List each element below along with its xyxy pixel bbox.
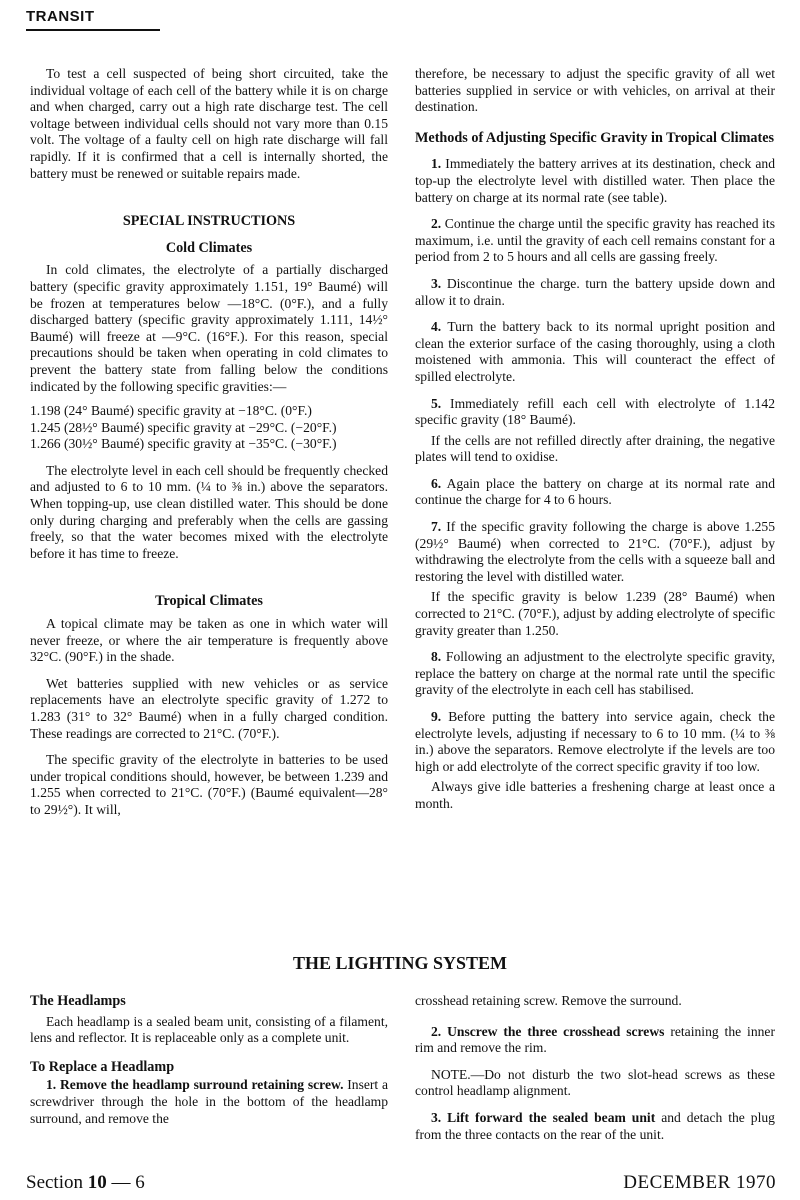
replace-headlamp-heading: To Replace a Headlamp bbox=[30, 1058, 175, 1075]
method-step-9: 9. Before putting the battery into service again, check the electrolyte levels, adjusting if necessary to 6 to 10 mm. (¼ to ⅜ in.) above the separators. Remove electrolyte if the levels are too high or add electrolyte of the correct specific gravity if too low. bbox=[415, 709, 775, 774]
method-step-4: 4. Turn the battery back to its normal upright position and clean the exterior surface of the casing thoroughly, using a cloth moistened with ammonia. This will counteract the effect of spilled electrolyte. bbox=[415, 319, 776, 384]
footer-section bbox=[26, 1172, 145, 1194]
footer-section-number: 10 bbox=[87, 1172, 107, 1193]
cold-climates-heading: Cold Climates bbox=[165, 239, 253, 256]
cold-climates-paragraph: In cold climates, the electrolyte of a partially discharged battery (specific gravity approximately 1.151, 19° Baumé) will be frozen at temperatures below —18°C. (0°F.), and a fully discharged battery (specific gravity approximately 1.111, 14½° Baumé) will freeze at —9°C. (16°F.). For this reason, special precautions should be taken when operating in cold climates to prevent the battery state from falling below the conditions indicated by the following specific gravities:— bbox=[30, 262, 388, 394]
gravity-item: 1.245 (28½° Baumé) specific gravity at −29°C. (−20°F.) bbox=[30, 419, 337, 435]
lighting-system-title: THE LIGHTING SYSTEM bbox=[292, 953, 508, 973]
step7-note: If the specific gravity is below 1.239 (28° Baumé) when corrected to 21°C. (70°F.), adjust by adding electrolyte of specific gravity greater than 1.250. bbox=[415, 589, 775, 638]
methods-heading: Methods of Adjusting Specific Gravity in Tropical Climates bbox=[415, 129, 775, 146]
header-title: TRANSIT bbox=[26, 8, 95, 25]
lighting-left-column bbox=[30, 993, 388, 1137]
right-column bbox=[415, 66, 775, 823]
tropical-paragraph-2: Wet batteries supplied with new vehicles or as service replacements have an electrolyte specific gravity of 1.272 to 1.283 (31° to 32° Baumé) when in a fully charged condition. These readings are corrected to 21°C. (70°F.). bbox=[30, 675, 388, 741]
footer-page-suffix: — 6 bbox=[111, 1172, 145, 1193]
method-step-7: 7. If the specific gravity following the charge is above 1.255 (29½° Baumé) when corrected to 21°C. (70°F.), adjust by withdrawing the electrolyte from the cells with a squeeze ball and restoring the level with distilled water. bbox=[415, 519, 775, 584]
replace-step-2: 2. Unscrew the three crosshead screws retaining the inner rim and remove the rim. bbox=[415, 1023, 775, 1056]
method-step-1: 1. Immediately the battery arrives at its destination, check and top-up the electrolyte level with distilled water. Then place the battery on charge at its normal rate (see table). bbox=[415, 156, 776, 205]
footer-date: DECEMBER 1970 bbox=[623, 1172, 776, 1193]
tropical-climates-heading: Tropical Climates bbox=[155, 593, 263, 610]
gravity-list bbox=[30, 403, 388, 453]
tropical-paragraph-1: A topical climate may be taken as one in which water will never freeze, or where the air temperature is frequently above 32°C. (90°F.) in the shade. bbox=[30, 616, 388, 665]
method-step-2: 2. Continue the charge until the specific gravity has reached its maximum, i.e. until the gravity of each cell remains constant for a period from 2 to 5 hours and all cells are gassing freely. bbox=[415, 216, 775, 265]
headlamps-heading: The Headlamps bbox=[30, 993, 126, 1009]
footer-section-label: Section bbox=[26, 1172, 83, 1193]
final-paragraph: Always give idle batteries a freshening charge at least once a month. bbox=[415, 779, 775, 811]
tropical-paragraph-3: The specific gravity of the electrolyte in batteries to be used under tropical conditions should, however, be between 1.239 and 1.255 when corrected to 21°C. (70°F.) (Baumé equivalent—28° to 29½°). It will, bbox=[30, 752, 388, 817]
gravity-item: 1.266 (30½° Baumé) specific gravity at −35°C. (−30°F.) bbox=[30, 436, 337, 452]
continuation-paragraph: therefore, be necessary to adjust the specific gravity of all wet batteries supplied in service or with vehicles, on arrival at their destination. bbox=[415, 66, 775, 115]
special-instructions-heading: SPECIAL INSTRUCTIONS bbox=[122, 213, 296, 230]
short-circuit-paragraph: To test a cell suspected of being short circuited, take the individual voltage of each cell of the battery while it is on charge and when charged, carry out a high rate discharge test. The cell voltage between individual cells should not vary more than 0.15 volt. The voltage of a faulty cell on high rate discharge will fall rapidly. If it is confirmed that a cell is internally shorted, the battery must be renewed or suitable repairs made. bbox=[30, 66, 388, 181]
method-step-3: 3. Discontinue the charge. turn the battery upside down and allow it to drain. bbox=[415, 275, 775, 308]
alignment-note: NOTE.—Do not disturb the two slot-head screws as these control headlamp alignment. bbox=[415, 1066, 775, 1099]
replace-step-1: 1. Remove the headlamp surround retaining screw. Insert a screwdriver through the hole in the bottom of the headlamp surround, and remove the bbox=[30, 1077, 388, 1126]
method-step-8: 8. Following an adjustment to the electrolyte specific gravity, replace the battery on charge at the normal rate until the specific gravity of the electrolyte in each cell has stabilised. bbox=[415, 649, 775, 698]
headlamps-paragraph: Each headlamp is a sealed beam unit, consisting of a filament, lens and reflector. It is replaceable only as a complete unit. bbox=[30, 1013, 388, 1046]
method-step-6: 6. Again place the battery on charge at its normal rate and continue the charge for 4 to 6 hours. bbox=[415, 475, 775, 508]
lighting-right-column bbox=[415, 993, 775, 1153]
step5-note: If the cells are not refilled directly after draining, the negative plates will tend to oxidise. bbox=[415, 432, 775, 465]
replace-step-3: 3. Lift forward the sealed beam unit and detach the plug from the three contacts on the rear of the unit. bbox=[415, 1109, 775, 1142]
header-rule bbox=[26, 29, 160, 31]
gravity-item: 1.198 (24° Baumé) specific gravity at −18°C. (0°F.) bbox=[30, 403, 312, 419]
electrolyte-level-paragraph: The electrolyte level in each cell should be frequently checked and adjusted to 6 to 10 mm. (¼ to ⅜ in.) above the separators. When topping-up, use clean distilled water. This should be done only during charging and preferably when the cells are gassing freely, so that the water becomes mixed with the electrolyte before it has time to freeze. bbox=[30, 462, 388, 561]
replace-step-1-continued: crosshead retaining screw. Remove the surround. bbox=[415, 993, 682, 1008]
method-step-5: 5. Immediately refill each cell with electrolyte of 1.142 specific gravity (18° Baumé). bbox=[415, 395, 775, 428]
left-column bbox=[30, 66, 388, 829]
